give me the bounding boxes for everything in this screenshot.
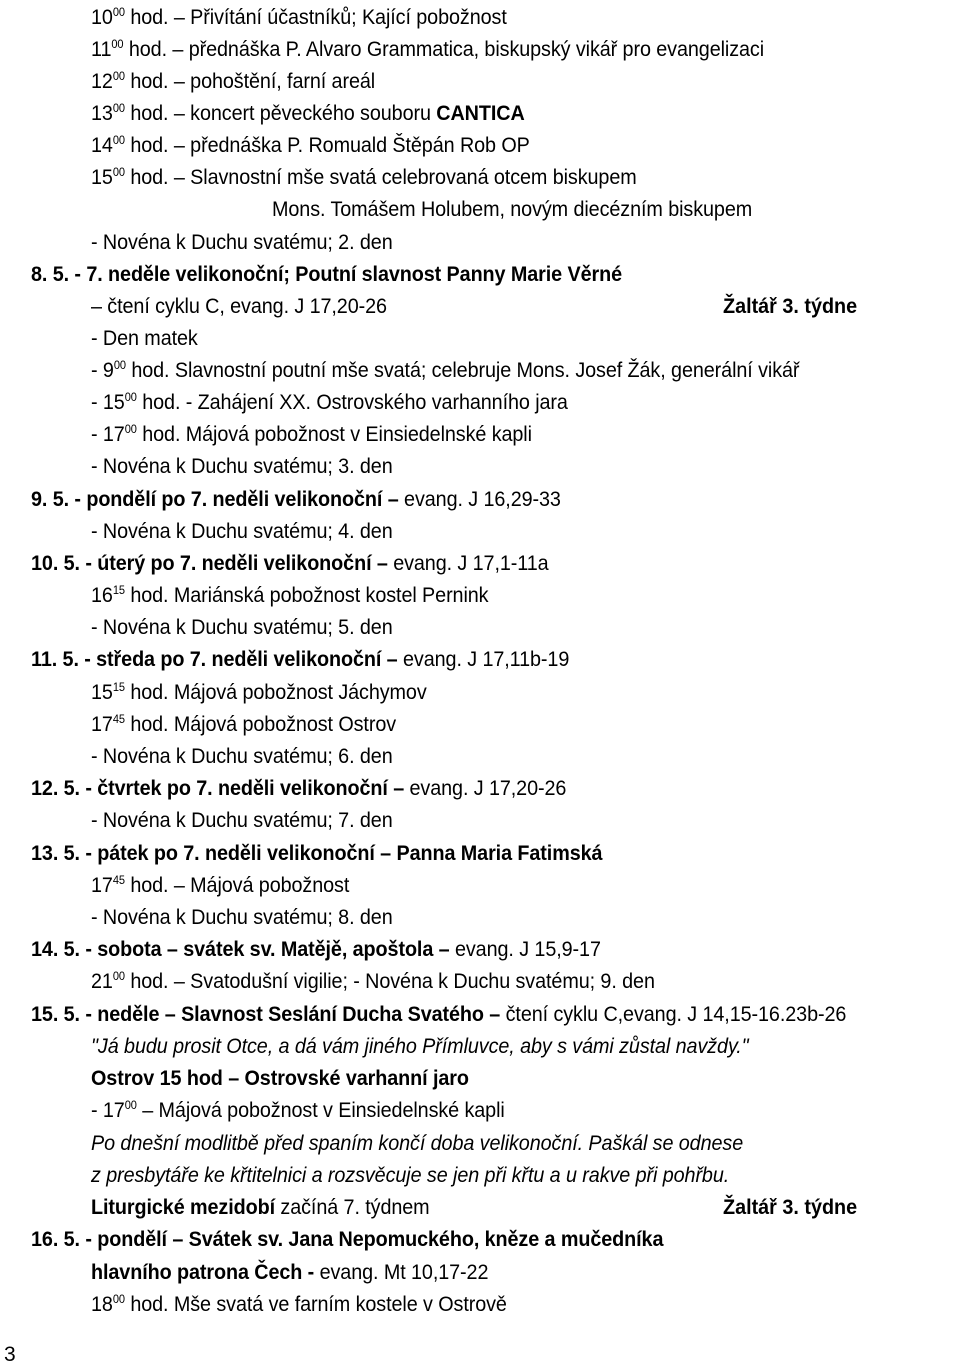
schedule-line: $13^{00}$ hod. – koncert pěveckého souboru CANTICA bbox=[91, 101, 525, 125]
novena-line: - Novéna k Duchu svatému; 4. den bbox=[91, 519, 393, 543]
schedule-line: $14^{00}$ hod. – přednáška P. Romuald Štěpán Rob OP bbox=[91, 133, 530, 157]
day-heading: 14. 5. - sobota – svátek sv. Matějě, apoštola – evang. J 15,9-17 bbox=[31, 937, 601, 961]
schedule-line: $12^{00}$ hod. – pohoštění, farní areál bbox=[91, 69, 376, 93]
day-heading: 15. 5. - neděle – Slavnost Seslání Ducha Svatého – čtení cyklu C,evang. J 14,15-16.23b-26 bbox=[31, 1002, 847, 1026]
day-heading: 10. 5. - úterý po 7. neděli velikonoční – evang. J 17,1-11a bbox=[31, 551, 549, 575]
day-heading: 12. 5. - čtvrtek po 7. neděli velikonoční – evang. J 17,20-26 bbox=[31, 776, 567, 800]
schedule-line: - $17^{00}$ hod. Májová pobožnost v Einsiedelnské kapli bbox=[91, 422, 532, 446]
schedule-line: $17^{45}$ hod. – Májová pobožnost bbox=[91, 873, 350, 897]
novena-line: - Novéna k Duchu svatému; 6. den bbox=[91, 744, 393, 768]
schedule-line: Ostrov 15 hod – Ostrovské varhanní jaro bbox=[91, 1066, 469, 1090]
day-heading: 16. 5. - pondělí – Svátek sv. Jana Nepomuckého, kněze a mučedníka bbox=[31, 1227, 664, 1251]
page-number: 3 bbox=[4, 1343, 16, 1366]
day-heading: 13. 5. - pátek po 7. neděli velikonoční – Panna Maria Fatimská bbox=[31, 841, 603, 865]
schedule-line: $15^{15}$ hod. Májová pobožnost Jáchymov bbox=[91, 680, 427, 704]
liturgical-period-line: Liturgické mezidobí začíná 7. týdnem bbox=[91, 1195, 430, 1219]
schedule-line: - $17^{00}$ – Májová pobožnost v Einsiedelnské kapli bbox=[91, 1098, 505, 1122]
schedule-line: $18^{00}$ hod. Mše svatá ve farním kostele v Ostrově bbox=[91, 1292, 507, 1316]
schedule-line: $11^{00}$ hod. – přednáška P. Alvaro Grammatica, biskupský vikář pro evangelizaci bbox=[91, 37, 765, 61]
schedule-line: Mons. Tomášem Holubem, novým diecézním biskupem bbox=[272, 197, 753, 221]
day-heading: 9. 5. - pondělí po 7. neděli velikonoční – evang. J 16,29-33 bbox=[31, 487, 561, 511]
schedule-line: - $15^{00}$ hod. - Zahájení XX. Ostrovského varhanního jara bbox=[91, 390, 568, 414]
novena-line: - Novéna k Duchu svatému; 2. den bbox=[91, 230, 393, 254]
note-line: z presbytáře ke křtitelnici a rozsvěcuje se jen při křtu a u rakve při pohřbu. bbox=[91, 1163, 730, 1187]
novena-line: - Novéna k Duchu svatému; 5. den bbox=[91, 615, 393, 639]
day-heading: 11. 5. - středa po 7. neděli velikonoční – evang. J 17,11b-19 bbox=[31, 647, 570, 671]
schedule-line: hlavního patrona Čech - evang. Mt 10,17-22 bbox=[91, 1260, 489, 1284]
novena-line: - Novéna k Duchu svatému; 3. den bbox=[91, 454, 393, 478]
novena-line: - Novéna k Duchu svatému; 8. den bbox=[91, 905, 393, 929]
note-line: Po dnešní modlitbě před spaním končí doba velikonoční. Paškál se odnese bbox=[91, 1131, 744, 1155]
schedule-line: $15^{00}$ hod. – Slavnostní mše svatá celebrovaná otcem biskupem bbox=[91, 165, 637, 189]
reading-line: – čtení cyklu C, evang. J 17,20-26 bbox=[91, 294, 387, 318]
schedule-line: $10^{00}$ hod. – Přivítání účastníků; Kající pobožnost bbox=[91, 5, 507, 29]
novena-line: - Novéna k Duchu svatému; 7. den bbox=[91, 808, 393, 832]
schedule-line: - Den matek bbox=[91, 326, 198, 350]
psalter-week: Žaltář 3. týdne bbox=[723, 294, 858, 318]
schedule-line: $16^{15}$ hod. Mariánská pobožnost kostel Pernink bbox=[91, 583, 489, 607]
schedule-line: $17^{45}$ hod. Májová pobožnost Ostrov bbox=[91, 712, 397, 736]
psalter-week: Žaltář 3. týdne bbox=[723, 1195, 858, 1219]
day-heading: 8. 5. - 7. neděle velikonoční; Poutní slavnost Panny Marie Věrné bbox=[31, 262, 622, 286]
quote-line: "Já budu prosit Otce, a dá vám jiného Přímluvce, aby s vámi zůstal navždy." bbox=[91, 1034, 749, 1058]
schedule-line: $21^{00}$ hod. – Svatodušní vigilie; - Novéna k Duchu svatému; 9. den bbox=[91, 969, 655, 993]
schedule-line: - $9^{00}$ hod. Slavnostní poutní mše svatá; celebruje Mons. Josef Žák, generální vikář bbox=[91, 358, 800, 382]
